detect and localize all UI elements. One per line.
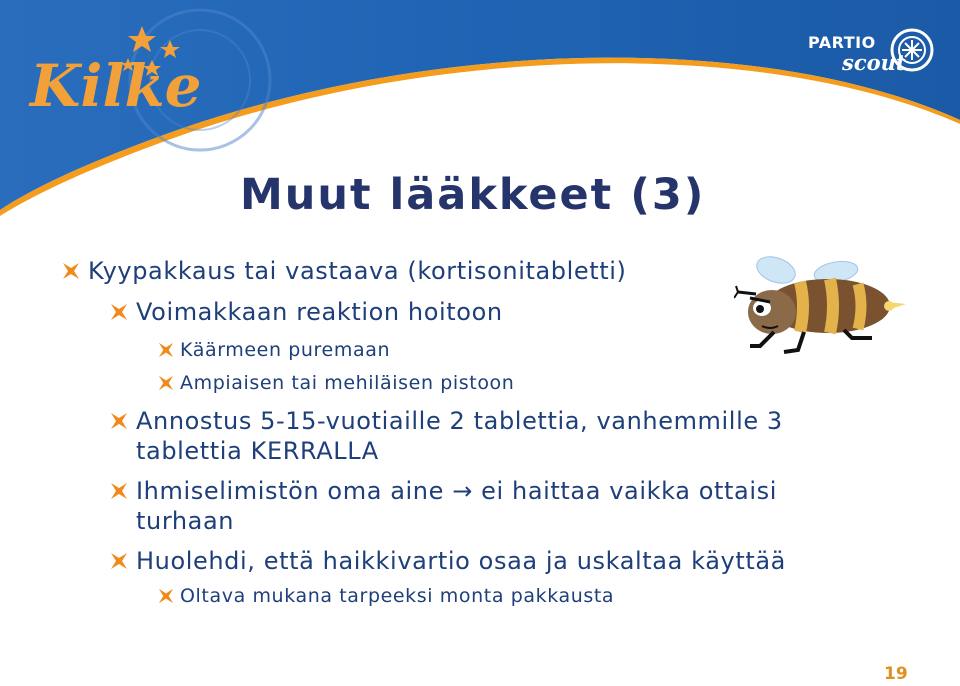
star-bullet-icon: [110, 482, 128, 500]
bullet-text: Ihmiselimistön oma aine → ei haittaa vaikka ottaisi turhaan: [136, 477, 777, 535]
bullet-item: [110, 476, 870, 536]
sub-bullet-item: [158, 371, 678, 395]
star-bullet-icon: [110, 552, 128, 570]
star-bullet-icon: [158, 342, 174, 358]
page-number: 19: [884, 664, 908, 684]
bullet-item: [110, 297, 710, 327]
cartoon-bee-image: [734, 254, 910, 360]
kilke-logo: [24, 18, 224, 128]
partio-logo-scout: scout: [842, 50, 906, 75]
sub-bullet-text: Käärmeen puremaan: [180, 339, 391, 361]
bullet-text: Voimakkaan reaktion hoitoon: [136, 298, 503, 326]
star-bullet-icon: [110, 412, 128, 430]
bullet-item: [62, 256, 722, 286]
star-bullet-icon: [110, 303, 128, 321]
star-bullet-icon: [62, 262, 80, 280]
sub-bullet-item: [158, 338, 658, 362]
bullet-text: Kyypakkaus tai vastaava (kortisonitabletti): [88, 257, 627, 285]
slide-title: Muut lääkkeet (3): [240, 170, 706, 220]
star-bullet-icon: [158, 588, 174, 604]
bullet-text: Annostus 5-15-vuotiaille 2 tablettia, vanhemmille 3 tablettia KERRALLA: [136, 407, 783, 465]
bullet-item: [110, 406, 870, 466]
partio-logo-word: PARTIO: [808, 33, 876, 52]
sub-bullet-text: Oltava mukana tarpeeksi monta pakkausta: [180, 585, 615, 607]
kilke-logo-text: Kilke: [30, 52, 202, 120]
sub-bullet-text: Ampiaisen tai mehiläisen pistoon: [180, 372, 515, 394]
star-bullet-icon: [158, 375, 174, 391]
bullet-text: Huolehdi, että haikkivartio osaa ja uskaltaa käyttää: [136, 547, 786, 575]
sub-bullet-item: [158, 584, 758, 608]
bullet-item: [110, 546, 890, 576]
